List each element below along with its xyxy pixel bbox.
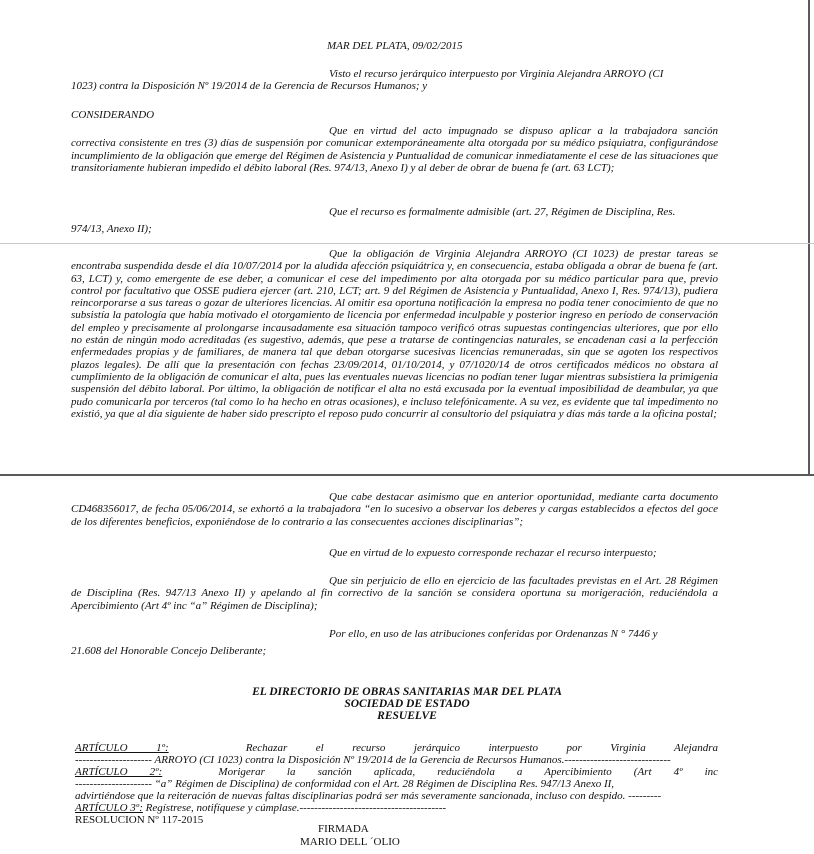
page-edge — [808, 0, 810, 475]
visto-line-2: 1023) contra la Disposición Nº 19/2014 de la Gerencia de Recursos Humanos; y — [71, 80, 428, 92]
articulo-2-line-1 — [75, 766, 718, 778]
considerando-paragraph-1 — [71, 125, 718, 174]
articulo-2-text: Morigerar la sanción aplicada, reduciéndola a Apercibimiento (Art 4º inc — [218, 766, 719, 778]
sociedad-heading: SOCIEDAD DE ESTADO — [344, 698, 470, 710]
articulo-2-line-3: advirtiéndose que la reiteración de nuevas faltas disciplinarias podrá ser más severamente sancionada, incluso con despido. --------- — [75, 790, 662, 802]
paragraph-text: Que en virtud del acto impugnado se dispuso aplicar a la trabajadora sanción correctiva consistente en tres (3) días de suspensión por comunicar extemporáneamente alta otorgada por su médico psiquiatra, configurándose incumplimiento de la obligación que emerge del Régimen de Asistencia y Puntualidad de comunicar inmediatamente el cese de las situaciones que transitoriamente hubieran impedido el débito laboral (Res. 974/13, Anexo I) y al deber de obrar de buena fe (art. 63 LCT); — [71, 125, 719, 174]
articulo-1-line-2: --------------------- ARROYO (CI 1023) contra la Disposición Nº 19/2014 de la Gerencia de Recursos Humanos.----------------------------- — [75, 754, 671, 766]
resolucion-number: RESOLUCION Nº 117-2015 — [75, 814, 204, 826]
articulo-2-label: ARTÍCULO 2º: — [75, 766, 163, 778]
considerando-heading: CONSIDERANDO — [71, 109, 155, 121]
por-ello-line-1: Por ello, en uso de las atribuciones conferidas por Ordenanzas N ° 7446 y — [329, 628, 658, 640]
considerando-paragraph-6 — [71, 575, 718, 612]
visto-line-1: Visto el recurso jerárquico interpuesto por Virginia Alejandra ARROYO (CI — [329, 68, 664, 80]
articulo-3-text: Regístrese, notifíquese y cúmplase.---------------------------------------- — [142, 802, 447, 814]
firmada-label: FIRMADA — [318, 823, 369, 835]
articulo-3-line — [75, 802, 446, 814]
articulo-2-line-2: --------------------- “a” Régimen de Disciplina) de conformidad con el Art. 28 Régimen de Disciplina Res. 947/13 Anexo II, — [75, 778, 615, 790]
signatory-name: MARIO DELL ´OLIO — [300, 836, 400, 848]
paragraph-text: Que sin perjuicio de ello en ejercicio de las facultades previstas en el Art. 28 Régimen de Disciplina (Res. 947/13 Anexo II) y apelando al fin correctivo de la sanción se considera oportuna su morigeración, reduciéndola a Apercibimiento (Art 4º inc “a” Régimen de Disciplina); — [71, 575, 718, 612]
considerando-paragraph-3 — [71, 248, 718, 420]
articulo-3-label: ARTÍCULO 3º: — [75, 802, 143, 814]
resuelve-heading: RESUELVE — [377, 710, 437, 722]
rechazar-paragraph: Que en virtud de lo expuesto corresponde rechazar el recurso interpuesto; — [329, 547, 657, 559]
paragraph-text: Que la obligación de Virginia Alejandra ARROYO (CI 1023) de prestar tareas se encontraba suspendida desde el día 10/07/2014 por la aludida afección psiquiátrica y, en consecuencia, estaba obligada a obrar de buena fe (art. 63, LCT) y, como emergente de ese deber, a comunicar el cese del impedimento por alta otorgada por su médico particular para que, previo control por facultativo que OSSE pudiera ejercer (art. 210, LCT; art. 9 del Régimen de Asistencia y Puntualidad, Anexo I, Res. 974/13), pudiera reincorporarse a sus tareas o gozar de ulteriores licencias. Al omitir esa oportuna notificación la empresa no podía tener conocimiento de que no subsistía la patología que había motivado el otorgamiento de licencia por enfermedad inculpable y posterior ingreso en período de conservación del empleo y precisamente al prolongarse incausadamente esa situación tampoco verificó otras supuestas contingencias ulteriores, que por ello no están de ningún modo acreditadas (es sugestivo, además, que pese a tratarse de contingencias naturales, se encadenan casi a la perfección enfermedades propias y de familiares, de manera tal que deban otorgarse sucesivas licencias remuneradas, sin que se agoten los respectivos plazos legales). De allí que la presentación con fechas 23/09/2014, 01/10/2014, y 07/1020/14 de otros certificados médicos no obstara al cumplimiento de la obligación de comunicar el alta, pues las eventuales nuevas licencias no podían tener lugar mientras subsistiera la primigenia suspensión del débito laboral. Por último, la obligación de notificar el alta no está excusada por la eventual imposibilidad de deambular, ya que pudo comunicarla por terceros (tal como lo ha hecho en otras ocasiones), e incluso telefónicamente. A su vez, es evidente que tal impedimento no existió, ya que al día siguiente de haber sido prescripto el reposo pudo concurrir al consultorio del psiquiatra y días más tarde a la oficina postal; — [71, 248, 718, 420]
admisible-line-1: Que el recurso es formalmente admisible (art. 27, Régimen de Disciplina, Res. — [329, 206, 676, 218]
articulo-1-text: Rechazar el recurso jerárquico interpuesto por Virginia Alejandra — [245, 742, 719, 754]
considerando-paragraph-4 — [71, 491, 718, 528]
directorio-heading: EL DIRECTORIO DE OBRAS SANITARIAS MAR DEL PLATA — [252, 686, 562, 698]
articulo-1-line-1 — [75, 742, 718, 754]
date-line: MAR DEL PLATA, 09/02/2015 — [327, 40, 463, 52]
scan-separator — [0, 243, 814, 244]
paragraph-text: Que cabe destacar asimismo que en anterior oportunidad, mediante carta documento CD468356017, de fecha 05/06/2014, se exhortó a la trabajadora “en lo sucesivo a observar los deberes y cargas establecidos a efectos del goce de los diferentes beneficios, exponiéndose de lo contrario a las consecuentes acciones disciplinarias”; — [71, 491, 718, 528]
articulo-1-label: ARTÍCULO 1º: — [75, 742, 169, 754]
admisible-line-2: 974/13, Anexo II); — [71, 223, 152, 235]
por-ello-line-2: 21.608 del Honorable Concejo Deliberante; — [71, 645, 267, 657]
scan-separator — [0, 474, 814, 476]
